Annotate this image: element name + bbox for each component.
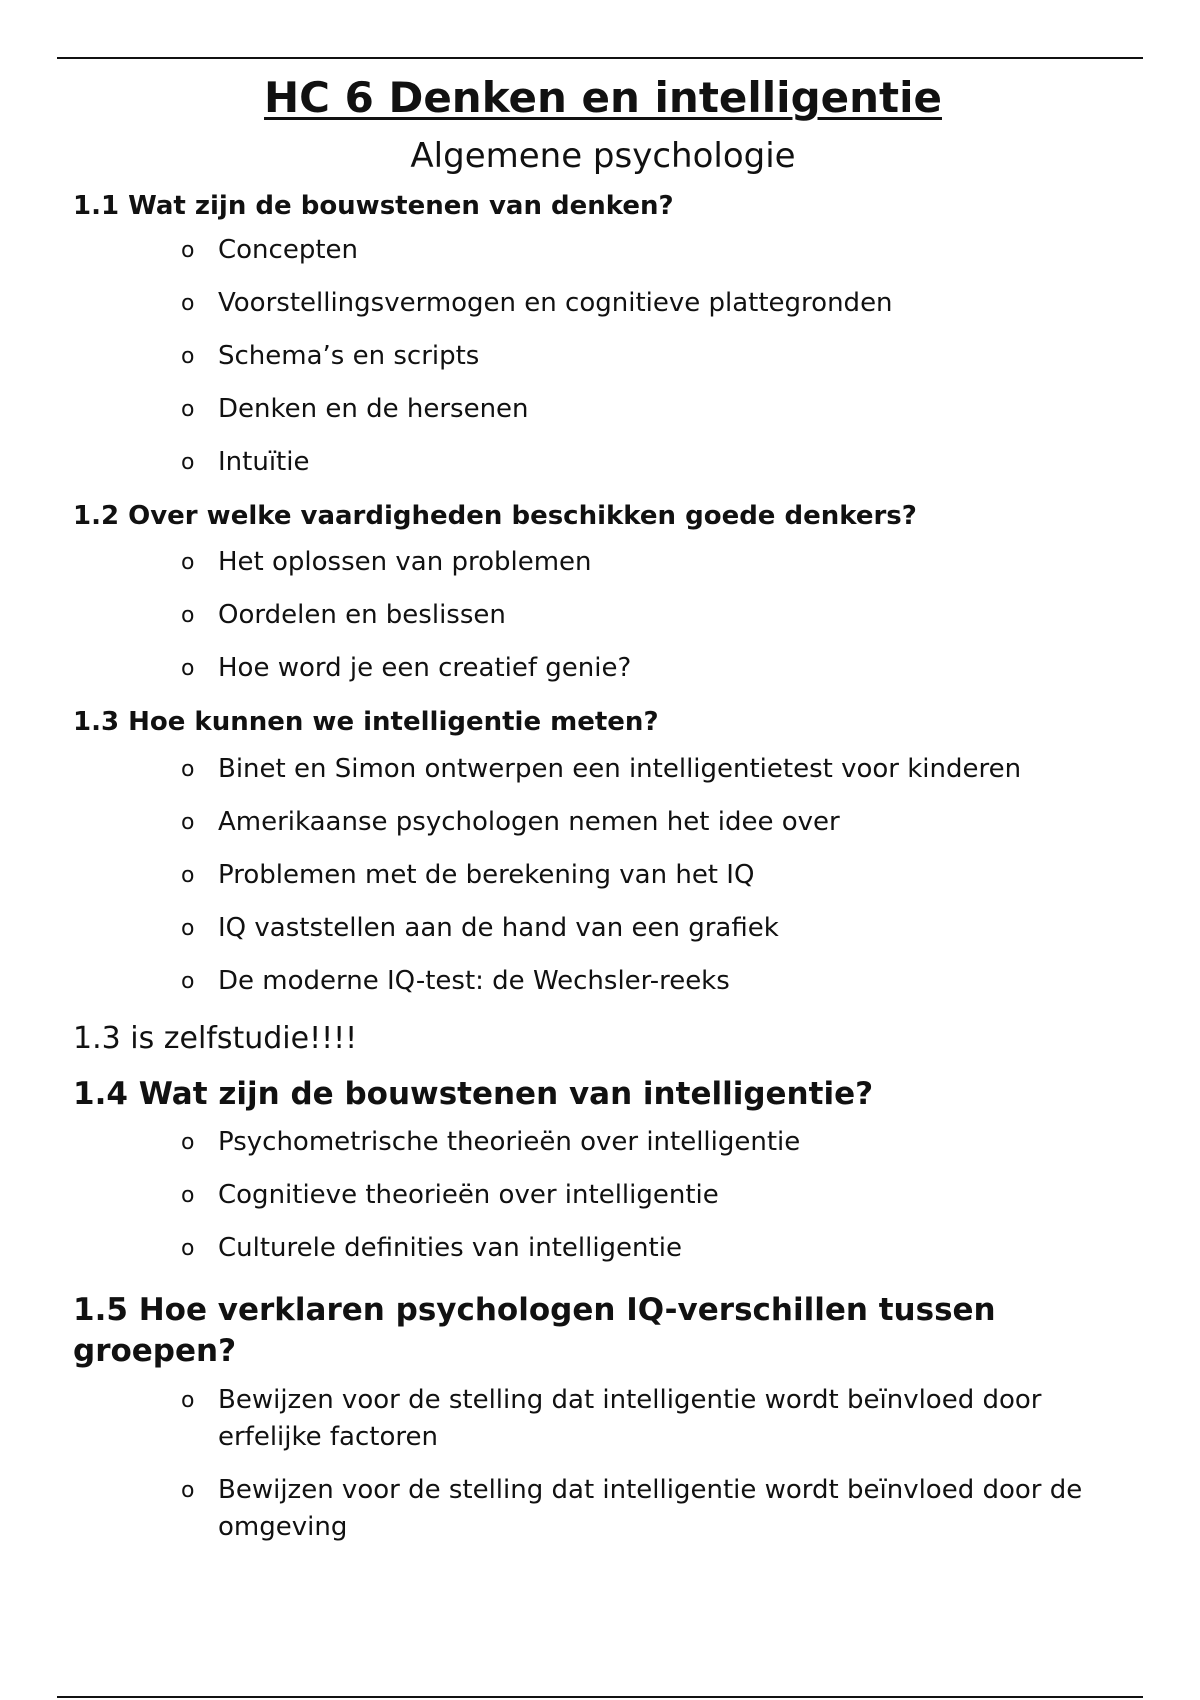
bullet-icon: o <box>181 810 195 835</box>
bullet-icon: o <box>181 1130 195 1155</box>
list-item: o Bewijzen voor de stelling dat intelligentie wordt beïnvloed door de omgeving <box>73 1472 1133 1546</box>
list-item: o Problemen met de berekening van het IQ <box>73 857 1133 894</box>
bullet-icon: o <box>181 344 195 369</box>
list-item: o IQ vaststellen aan de hand van een grafiek <box>73 910 1133 947</box>
list-item: o Amerikaanse psychologen nemen het idee over <box>73 804 1133 841</box>
bullet-icon: o <box>181 916 195 941</box>
section-1-4-list <box>73 1124 1133 1267</box>
list-item: o Oordelen en beslissen <box>73 597 1133 634</box>
bullet-icon: o <box>181 1183 195 1208</box>
section-1-5-list <box>73 1382 1133 1546</box>
bullet-icon: o <box>181 550 195 575</box>
bullet-icon: o <box>181 757 195 782</box>
bullet-icon: o <box>181 863 195 888</box>
list-item: o De moderne IQ-test: de Wechsler-reeks <box>73 963 1133 1000</box>
bullet-icon: o <box>181 656 195 681</box>
list-item: o Het oplossen van problemen <box>73 544 1133 581</box>
self-study-note: 1.3 is zelfstudie!!!! <box>73 1021 358 1056</box>
section-1-3-list <box>73 751 1133 1000</box>
bullet-icon: o <box>181 397 195 422</box>
bullet-icon: o <box>181 1236 195 1261</box>
section-1-1-heading: 1.1 Wat zijn de bouwstenen van denken? <box>73 191 674 221</box>
list-item: o Binet en Simon ontwerpen een intelligentietest voor kinderen <box>73 751 1133 788</box>
list-item: o Hoe word je een creatief genie? <box>73 650 1133 687</box>
document-subtitle: Algemene psychologie <box>410 136 796 176</box>
bullet-icon: o <box>181 450 195 475</box>
section-1-5-heading: 1.5 Hoe verklaren psychologen IQ-verschillen tussen groepen? <box>73 1292 996 1369</box>
bullet-icon: o <box>181 1478 195 1503</box>
list-item: o Schema’s en scripts <box>73 338 1133 375</box>
list-item: o Denken en de hersenen <box>73 391 1133 428</box>
section-1-1-list <box>73 232 1133 481</box>
bullet-icon: o <box>181 603 195 628</box>
bullet-icon: o <box>181 1388 195 1413</box>
bullet-icon: o <box>181 238 195 263</box>
bottom-rule <box>57 1696 1143 1698</box>
list-item: o Culturele definities van intelligentie <box>73 1230 1133 1267</box>
list-item: o Intuïtie <box>73 444 1133 481</box>
section-1-2-list <box>73 544 1133 687</box>
section-1-4-heading: 1.4 Wat zijn de bouwstenen van intelligentie? <box>73 1076 874 1112</box>
section-1-2-heading: 1.2 Over welke vaardigheden beschikken goede denkers? <box>73 501 917 531</box>
document-body <box>73 70 1133 1546</box>
bullet-icon: o <box>181 291 195 316</box>
list-item: o Voorstellingsvermogen en cognitieve plattegronden <box>73 285 1133 322</box>
list-item: o Concepten <box>73 232 1133 269</box>
document-title: HC 6 Denken en intelligentie <box>264 73 942 122</box>
list-item: o Cognitieve theorieën over intelligentie <box>73 1177 1133 1214</box>
section-1-3-heading: 1.3 Hoe kunnen we intelligentie meten? <box>73 707 659 737</box>
list-item: o Bewijzen voor de stelling dat intelligentie wordt beïnvloed door erfelijke factoren <box>73 1382 1133 1456</box>
list-item: o Psychometrische theorieën over intelligentie <box>73 1124 1133 1161</box>
top-rule <box>57 57 1143 59</box>
bullet-icon: o <box>181 969 195 994</box>
